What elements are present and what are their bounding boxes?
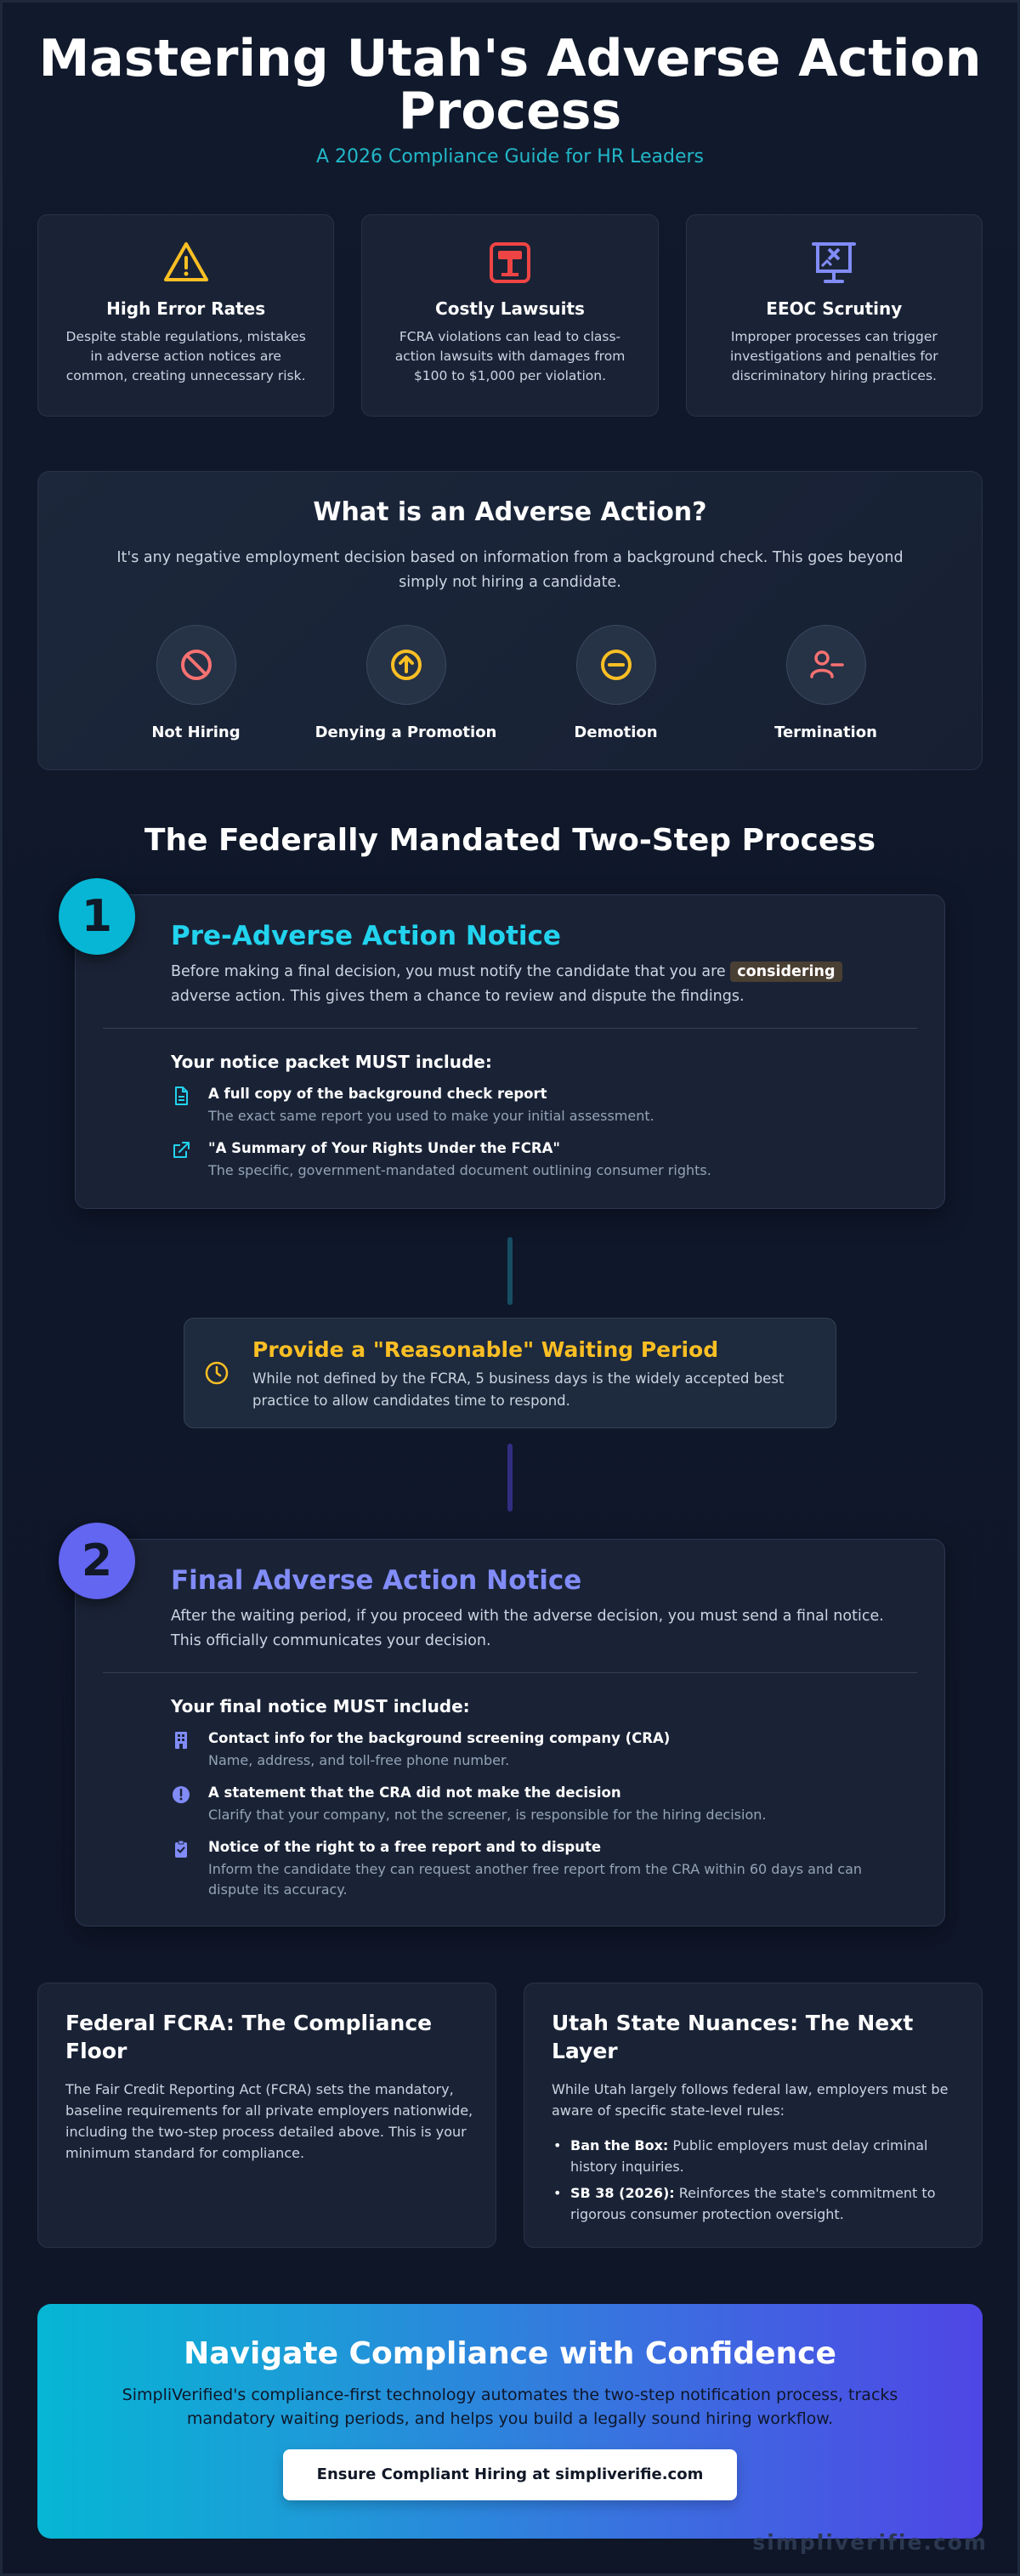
requirement-item	[171, 1086, 910, 1128]
requirement-title: Contact info for the background screening company (CRA)	[208, 1730, 671, 1746]
step-intro	[171, 960, 902, 1009]
building-icon	[171, 1730, 191, 1750]
user-minus-icon	[808, 646, 845, 684]
type-icon-circle	[366, 625, 446, 705]
type-demotion	[514, 625, 718, 741]
must-include-label: Your notice packet MUST include:	[171, 1052, 492, 1072]
intro-text: Before making a final decision, you must notify the candidate that you are	[171, 963, 731, 980]
rule-name: SB 38 (2026):	[570, 2185, 675, 2201]
cta-text: SimpliVerified's compliance-first technology automates the two-step notification process, tracks mandatory waiting periods, and helps you build a legally sound hiring workflow.	[122, 2386, 898, 2428]
requirement-title: "A Summary of Your Rights Under the FCRA"	[208, 1140, 560, 1156]
title-line-1: Mastering Utah's Adverse Action	[38, 29, 982, 88]
waiting-text: While not defined by the FCRA, 5 business days is the widely accepted best practice to allow candidates time to respond.	[252, 1370, 785, 1409]
step-intro: After the waiting period, if you proceed with the adverse decision, you must send a final notice. This officially communicates your decision.	[171, 1608, 884, 1649]
clipboard-check-icon	[171, 1839, 191, 1859]
type-denying-promotion	[304, 625, 508, 741]
utah-rules-list	[552, 2135, 977, 2230]
cta-title: Navigate Compliance with Confidence	[184, 2336, 836, 2371]
divider	[103, 1028, 917, 1029]
requirement-title: A full copy of the background check report	[208, 1086, 547, 1102]
cta-button[interactable]: Ensure Compliant Hiring at simpliverifie.com	[283, 2449, 737, 2500]
process-title: The Federally Mandated Two-Step Process	[144, 823, 876, 858]
adverse-action-types	[38, 625, 983, 741]
document-icon	[171, 1086, 191, 1106]
federal-law-text: The Fair Credit Reporting Act (FCRA) sets the mandatory, baseline requirements for all private employers nationwide, including the two-step process detailed above. This is your minimum standard for compliance.	[65, 2081, 473, 2161]
requirement-item	[171, 1784, 910, 1827]
step-number-badge: 1	[59, 878, 135, 955]
requirement-item	[171, 1730, 910, 1773]
step-1-card	[75, 891, 945, 1209]
requirement-desc: The exact same report you used to make your initial assessment.	[208, 1108, 654, 1124]
page-subtitle: A 2026 Compliance Guide for HR Leaders	[315, 146, 705, 167]
risk-cards	[37, 214, 983, 417]
federal-law-card	[37, 1983, 496, 2248]
waiting-period-card	[184, 1318, 836, 1428]
type-not-hiring	[94, 625, 298, 741]
requirement-desc: Name, address, and toll-free phone number.	[208, 1752, 510, 1768]
type-label: Denying a Promotion	[314, 723, 497, 741]
cta-banner	[37, 2304, 983, 2539]
federal-law-title: Federal FCRA: The Compliance Floor	[65, 2011, 433, 2063]
step-connector	[507, 1237, 513, 1305]
utah-rule-item: • SB 38 (2026): Reinforces the state's commitment to rigorous consumer protection oversight.	[553, 2185, 936, 2222]
must-include-label: Your final notice MUST include:	[171, 1696, 470, 1716]
risk-text: FCRA violations can lead to class-action lawsuits with damages from $100 to $1,000 per violation.	[394, 329, 626, 383]
minus-circle-icon	[598, 646, 635, 684]
title-line-2: Process	[398, 82, 622, 141]
step-connector	[507, 1444, 513, 1512]
divider	[103, 1672, 917, 1673]
risk-card-lawsuits	[361, 214, 658, 417]
utah-law-title: Utah State Nuances: The Next Layer	[552, 2011, 914, 2063]
step-2-card	[75, 1535, 945, 1926]
type-termination	[724, 625, 928, 741]
clock-icon	[203, 1359, 230, 1387]
risk-text: Despite stable regulations, mistakes in adverse action notices are common, creating unnecessary risk.	[65, 329, 306, 383]
type-icon-circle	[156, 625, 236, 705]
utah-rule-item: • Ban the Box: Public employers must delay criminal history inquiries.	[553, 2137, 928, 2175]
intro-text: adverse action. This gives them a chance to review and dispute the findings.	[171, 988, 745, 1005]
requirement-desc: Inform the candidate they can request another free report from the CRA within 60 days and can dispute its accuracy.	[208, 1861, 863, 1898]
rule-name: Ban the Box:	[570, 2137, 669, 2153]
risk-card-eeoc	[686, 214, 983, 417]
definition-description: It's any negative employment decision based on information from a background check. This goes beyond simply not hiring a candidate.	[116, 549, 904, 591]
step-title: Final Adverse Action Notice	[171, 1565, 582, 1596]
rule-text: Public employers must delay criminal history inquiries.	[570, 2137, 928, 2175]
definition-title: What is an Adverse Action?	[313, 497, 707, 527]
risk-card-error-rates	[37, 214, 334, 417]
type-label: Demotion	[574, 723, 658, 741]
page-title	[0, 29, 1020, 141]
type-label: Termination	[774, 723, 877, 741]
requirement-item	[171, 1140, 910, 1183]
external-link-icon	[171, 1140, 191, 1160]
step-title: Pre-Adverse Action Notice	[171, 921, 561, 951]
step-number-badge: 2	[59, 1523, 135, 1599]
gavel-icon	[484, 237, 536, 288]
risk-title: EEOC Scrutiny	[766, 298, 903, 319]
type-icon-circle	[576, 625, 656, 705]
exclamation-circle-icon	[171, 1784, 191, 1805]
utah-law-card	[524, 1983, 983, 2248]
risk-title: High Error Rates	[106, 298, 266, 319]
utah-law-text: While Utah largely follows federal law, employers must be aware of specific state-level rules:	[552, 2081, 949, 2119]
requirement-desc: The specific, government-mandated document outlining consumer rights.	[208, 1162, 711, 1178]
risk-title: Costly Lawsuits	[435, 298, 585, 319]
requirement-title: A statement that the CRA did not make the decision	[208, 1784, 621, 1801]
arrow-up-circle-icon	[388, 646, 425, 684]
type-icon-circle	[786, 625, 866, 705]
ban-icon	[178, 646, 215, 684]
highlight-considering: considering	[730, 962, 842, 982]
rule-text: Reinforces the state's commitment to rigorous consumer protection oversight.	[570, 2185, 936, 2222]
type-label: Not Hiring	[151, 723, 241, 741]
risk-text: Improper processes can trigger investigations and penalties for discriminatory hiring practices.	[729, 329, 938, 383]
requirement-desc: Clarify that your company, not the screener, is responsible for the hiring decision.	[208, 1807, 767, 1823]
presentation-board-icon	[808, 237, 859, 288]
requirement-item	[171, 1839, 910, 1902]
requirement-title: Notice of the right to a free report and to dispute	[208, 1839, 602, 1855]
definition-card	[37, 471, 983, 770]
waiting-title: Provide a "Reasonable" Waiting Period	[252, 1337, 719, 1362]
warning-triangle-icon	[161, 237, 212, 288]
watermark-text: simpliverifie.com	[752, 2530, 988, 2555]
